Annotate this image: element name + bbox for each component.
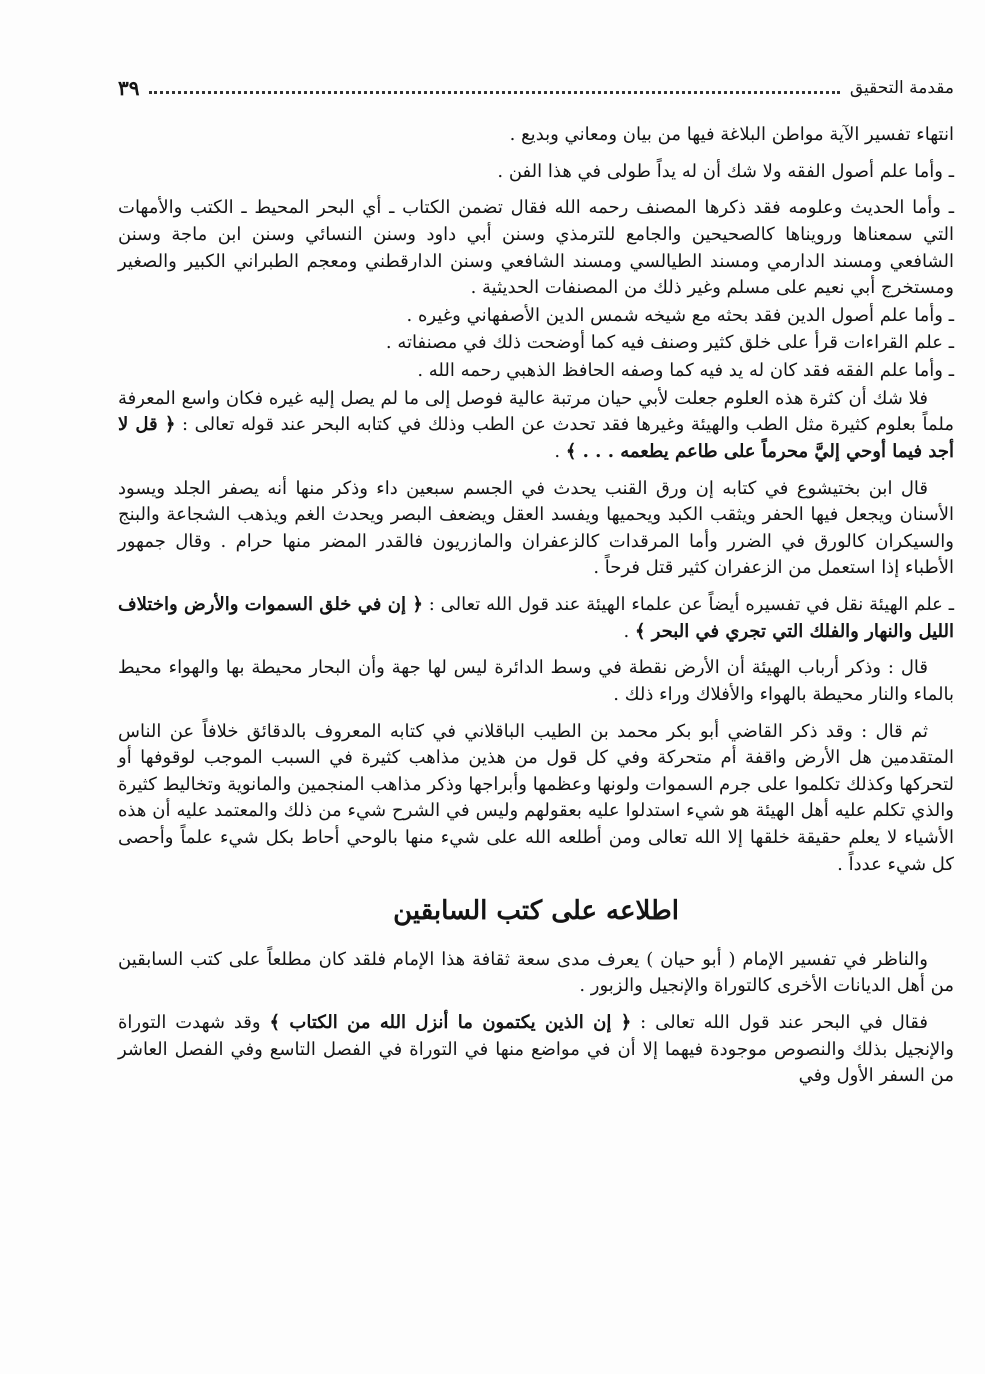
paragraph-3: ـ وأما الحديث وعلومه فقد ذكرها المصنف رحمه الله فقال تضمن الكتاب ـ أي البحر المحيط ـ الكتب والأمهات التي سمعناها ورويناها كالصحيحين والجامع للترمذي وسنن أبي داود وسنن النسائي وسنن ابن ماجة وسنن الشافعي ومسند الدارمي ومسند الطيالسي ومسند الشافعي وسنن الدارقطني ومعجم الطبراني الكبير والصغير ومستخرج أبي نعيم على مسلم وغير ذلك من المصنفات الحديثية . — [118, 197, 954, 299]
section-paragraph-2: فقال في البحر عند قول الله تعالى : ﴿ إن الذين يكتمون ما أنزل الله من الكتاب ﴾ وقد شهدت التوراة والإنجيل بذلك والنصوص موجودة فيهما إلا أن في مواضع منها في التوراة في الفصل التاسع وفي الفصل العاشر من السفر الأول وفي — [118, 1011, 954, 1087]
paragraph-10: قال : وذكر أرباب الهيئة أن الأرض نقطة في وسط الدائرة ليس لها جهة وأن البحار محيطة بها والهواء محيط بالماء والنار محيطة بالهواء والأفلاك وراء ذلك . — [118, 657, 954, 705]
paragraph-9: ـ علم الهيئة نقل في تفسيره أيضاً عن علماء الهيئة عند قول الله تعالى : ﴿ إن في خلق السموات والأرض واختلاف الليل والنهار والفلك التي تجري في البحر ﴾ . — [118, 594, 954, 642]
quran-quote: ﴿ إن في خلق السموات والأرض واختلاف الليل والنهار والفلك التي تجري في البحر ﴾ — [118, 594, 954, 642]
paragraph-4: ـ وأما علم أصول الدين فقد بحثه مع شيخه شمس الدين الأصفهاني وغيره . — [406, 304, 954, 326]
running-title: مقدمة التحقيق — [849, 78, 954, 98]
paragraph-5: ـ علم القراءات قرأ على خلق كثير وصنف فيه كما أوضحت ذلك في مصنفاته . — [385, 332, 954, 354]
page-number: ٣٩ — [118, 76, 140, 100]
paragraph-2: ـ وأما علم أصول الفقه ولا شك أن له يداً طولى في هذا الفن . — [497, 160, 954, 182]
section-heading: اطلاعه على كتب السابقين — [393, 896, 679, 927]
paragraph-11: ثم قال : وقد ذكر القاضي أبو بكر محمد بن الطيب الباقلاني في كتابه المعروف بالدقائق خلافاً عن الناس المتقدمين هل الأرض واقفة أم متحركة وفي كل قول من هذين مذاهب كثيرة في السبب الموجب لوقوفها أو لتحركها وكذلك تكلموا على جرم السموات ولونها وعظمها وأبراجها وذكر مذاهب المنجمين والمانوية وتخاليط كثيرة والذي تكلم عليه أهل الهيئة هو شيء استدلوا عليه بعقولهم وليس في الشرح شيء من ذلك والمعتمد عليه أن هذه الأشياء لا يعلم حقيقة خلقها إلا الله تعالى ومن أطلعه الله على شيء منها بالوحي أحاط بكل شيء علماً وأحصى كل شيء عدداً . — [118, 720, 954, 875]
paragraph-6: ـ وأما علم الفقه فقد كان له يد فيه كما وصفه الحافظ الذهبي رحمه الله . — [417, 360, 954, 381]
paragraph-1: انتهاء تفسير الآية مواطن البلاغة فيها من بيان ومعاني وبديع . — [509, 124, 954, 145]
paragraph-8: قال ابن بختيشوع في كتابه إن ورق القنب يحدث في الجسم سبعين داء وذكر منها أنه يصفر الجلد ويسود الأسنان ويجعل فيها الحفر ويثقب الكبد ويحميها ويفسد العقل ويضعف البصر ويحدث الغم ويذهب الشجاعة والبنج والسيكران كالورق في الضرر وأما المرقدات كالزعفران والمازريون فالقدر المضر منها حرام . وقال جمهور الأطباء إذا استعمل من الزعفران كثير قتل فرحاً . — [118, 477, 954, 579]
quran-quote: ﴿ إن الذين يكتمون ما أنزل الله من الكتاب ﴾ — [269, 1011, 632, 1033]
body-text — [118, 122, 954, 1100]
paragraph-7: فلا شك أن كثرة هذه العلوم جعلت لأبي حيان مرتبة عالية فوصل إلى ما لم يصل إليه غيره فكان واسع المعرفة ملماً بعلوم كثيرة مثل الطب والهيئة وغيرها فقد تحدث عن الطب وذلك في كتابه البحر عند قوله تعالى : ﴿ قل لا أجد فيما أوحي إليَّ محرماً على طاعم يطعمه . . . ﴾ . — [118, 387, 954, 462]
section-paragraph-1: والناظر في تفسير الإمام ( أبو حيان ) يعرف مدى سعة ثقافة هذا الإمام فلقد كان مطلعاً على كتب السابقين من أهل الديانات الأخرى كالتوراة والإنجيل والزبور . — [118, 948, 954, 997]
dotted-leader — [149, 91, 839, 94]
quran-quote: ﴿ قل لا أجد فيما أوحي إليَّ محرماً على طاعم يطعمه . . . ﴾ — [118, 414, 954, 462]
page-header — [118, 72, 954, 104]
